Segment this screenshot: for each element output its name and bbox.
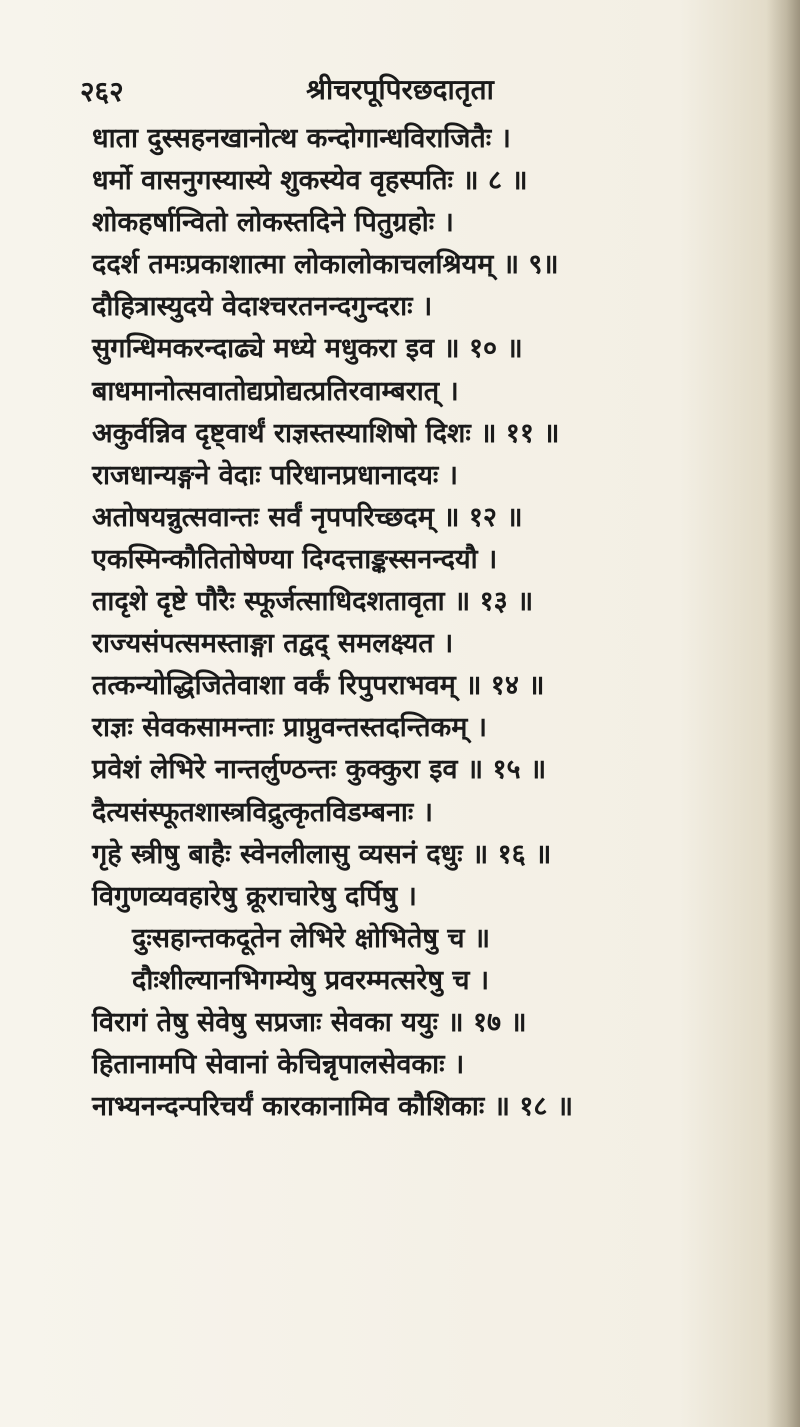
verse-line: दौहित्रास्युदये वेदाश्चरतनन्दगुन्दराः । bbox=[92, 291, 433, 323]
verse-line: दुःसहान्तकदूतेन लेभिरे क्षोभितेषु च ॥ bbox=[132, 922, 491, 954]
verse-line: सुगन्धिमकरन्दाढ्ये मध्ये मधुकरा इव ॥ १० ॥ bbox=[92, 333, 523, 365]
verse-line: दैत्यसंस्फूतशास्त्रविद्रुत्कृतविडम्बनाः । bbox=[92, 796, 434, 828]
page-number: २६२ bbox=[80, 75, 124, 108]
verse-line: प्रवेशं लेभिरे नान्तर्लुण्ठन्तः कुक्कुरा इव ॥ १५ ॥ bbox=[92, 754, 547, 786]
verse-line: तत्कन्योद्धिजितेवाशा वर्कं रिपुपराभवम् ॥ १४ ॥ bbox=[92, 670, 545, 702]
verse-line: गृहे स्त्रीषु बाहैः स्वेनलीलासु व्यसनं दधुः ॥ १६ ॥ bbox=[92, 838, 552, 870]
verse-line: धाता दुस्सहनखानोत्थ कन्दोगान्धविराजितैः । bbox=[92, 123, 511, 154]
verse-line: एकस्मिन्कौतितोषेण्या दिग्दत्ताङ्कस्सनन्दयौ । bbox=[92, 543, 498, 575]
verse-line: नाभ्यनन्दन्परिचर्यं कारकानामिव कौशिकाः ॥ १८ ॥ bbox=[92, 1091, 573, 1123]
verse-line: राज्यसंपत्समस्ताङ्गा तद्वद् समलक्ष्यत । bbox=[92, 628, 454, 660]
verse-line: विरागं तेषु सेवेषु सप्रजाः सेवका ययुः ॥ १७ ॥ bbox=[92, 1006, 527, 1038]
verse-line: दौःशील्यानभिगम्येषु प्रवरम्मत्सरेषु च । bbox=[132, 964, 490, 996]
verse-line: ददर्श तमःप्रकाशात्मा लोकालोकाचलश्रियम् ॥ ९॥ bbox=[92, 249, 559, 281]
verse-line: तादृशे दृष्टे पौरैः स्फूर्जत्साधिदशतावृता ॥ १३ ॥ bbox=[92, 586, 534, 618]
verse-line: बाधमानोत्सवातोद्यप्रोद्यत्प्रतिरवाम्बरात् । bbox=[92, 375, 459, 407]
verse-line: राजधान्यङ्गने वेदाः परिधानप्रधानादयः । bbox=[92, 459, 458, 491]
page-edge-shadow bbox=[766, 0, 800, 1427]
verse-line: विगुणव्यवहारेषु क्रूराचारेषु दर्पिषु । bbox=[92, 880, 417, 912]
running-head: श्रीचरपूपिरछदातृता bbox=[306, 73, 494, 106]
verse-line: शोकहर्षान्वितो लोकस्तदिने पितुग्रहोः । bbox=[92, 207, 454, 239]
verse-line: हितानामपि सेवानां केचिन्नृपालसेवकाः । bbox=[92, 1049, 465, 1081]
verse-line: अतोषयन्नुत्सवान्तः सर्वं नृपपरिच्छदम् ॥ १२ ॥ bbox=[92, 501, 523, 533]
verse-line: धर्मो वासनुगस्यास्ये शुकस्येव वृहस्पतिः ॥ ८ ॥ bbox=[92, 165, 528, 197]
verse-block bbox=[92, 118, 692, 1128]
verse-line: राज्ञः सेवकसामन्ताः प्राप्नुवन्तस्तदन्तिकम् । bbox=[92, 712, 488, 744]
verse-line: अकुर्वन्निव दृष्ट्वार्थं राज्ञस्तस्याशिषो दिशः ॥ ११ ॥ bbox=[92, 417, 560, 449]
